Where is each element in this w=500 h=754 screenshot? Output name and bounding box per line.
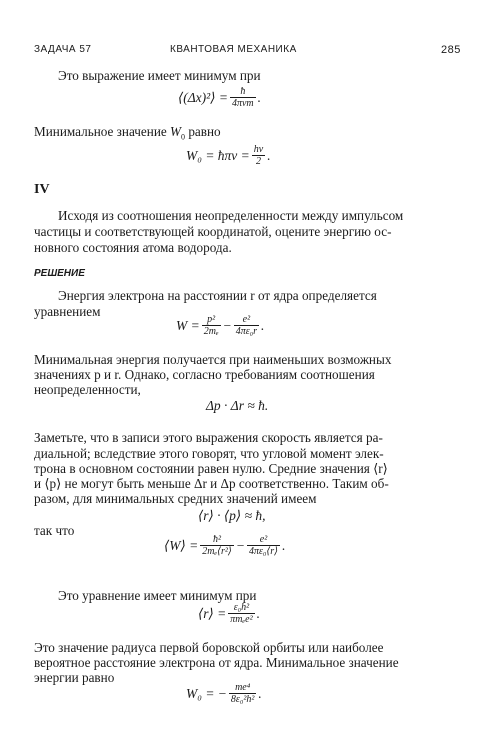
equation-8-end: . [258,685,262,701]
equation-3-fraction-2 [234,314,259,337]
page-number: 285 [441,44,461,56]
paragraph-3-line-1: Энергия электрона на расстоянии r от ядра определяется [58,288,377,303]
equation-6 [164,534,285,557]
paragraph-2-text-a: Минимальное значение [34,124,167,139]
equation-8-lhs: W₀ = − [186,685,227,701]
equation-3 [176,314,264,337]
task-line-2: частицы и соответствующей координатой, оцените энергию ос- [34,224,392,239]
paragraph-5-line-4: и ⟨p⟩ не могут быть меньше Δr и Δp соответственно. Таким об- [34,476,389,491]
equation-7-lhs: ⟨r⟩ = [198,605,227,621]
equation-7-fraction [228,602,254,625]
paragraph-2-text-b: равно [188,124,221,139]
equation-1-lhs: ⟨(Δx)²⟩ = [178,89,228,105]
equation-3-denominator-2: 4πε₀r [235,326,258,337]
running-head-left: ЗАДАЧА 57 [34,44,92,55]
so-that-text: так что [34,523,75,538]
paragraph-4-line-1: Минимальная энергия получается при наименьших возможных [34,352,392,367]
equation-3-numerator-1: p² [202,314,221,326]
equation-5: ⟨r⟩ · ⟨p⟩ ≈ ħ, [198,508,266,523]
section-number: IV [34,182,50,197]
equation-3-minus: − [222,317,232,333]
task-line-1: Исходя из соотношения неопределенности между импульсом [58,208,404,223]
equation-6-lhs: ⟨W⟩ = [164,537,199,553]
equation-2-numerator: hν [253,144,264,155]
equation-1-numerator: ħ [230,86,256,98]
equation-6-numerator-1: ħ² [200,534,234,546]
paragraph-5-line-2: диальной; вследствие этого говорят, что угловой момент элек- [34,446,384,461]
equation-7-numerator: ε₀h² [228,602,254,614]
equation-3-fraction-1 [202,314,221,337]
task-line-3: новного состояния атома водорода. [34,240,232,255]
paragraph-4-line-3: неопределенности, [34,382,141,397]
equation-2-fraction [252,144,265,167]
equation-4: Δp · Δr ≈ ħ. [206,398,269,413]
equation-3-numerator-2: e² [234,314,259,326]
equation-6-fraction-1 [200,534,234,557]
paragraph-2 [34,124,221,145]
equation-1-denominator: 4πνm [231,98,254,109]
paragraph-5-line-3: трона в основном состоянии равен нулю. Средние значения ⟨r⟩ [34,461,388,476]
equation-2-end: . [267,147,271,163]
equation-6-end: . [282,537,286,553]
equation-6-numerator-2: e² [247,534,280,546]
equation-3-lhs: W = [176,317,200,333]
equation-7-denominator: πmₑe² [230,614,253,625]
paragraph-4-line-2: значениях p и r. Однако, согласно требованиям соотношения [34,367,375,382]
equation-6-denominator-2: 4πε₀⟨r⟩ [248,546,279,557]
paragraph-5-line-5: разом, для минимальных средних значений имеем [34,491,317,506]
equation-7-end: . [256,605,260,621]
equation-2-lhs: W₀ = ħπν = [186,147,250,163]
equation-6-denominator-1: 2mₑ⟨r²⟩ [202,546,232,557]
paragraph-7-line-3: энергии равно [34,670,115,685]
paragraph-7-line-1: Это значение радиуса первой боровской орбиты или наиболее [34,640,384,655]
equation-8 [186,682,262,705]
equation-3-end: . [261,317,265,333]
equation-3-denominator-1: 2mₑ [203,326,219,337]
paragraph-5-line-1: Заметьте, что в записи этого выражения скорость является ра- [34,430,383,445]
paragraph-2-subscript: 0 [181,132,186,142]
equation-8-numerator: me⁴ [229,682,256,694]
equation-7 [198,602,260,625]
equation-2 [186,144,271,167]
solution-heading: РЕШЕНИЕ [34,268,85,279]
paragraph-3-line-2: уравнением [34,304,101,319]
paragraph-2-variable: W [170,124,182,139]
equation-1-fraction [230,86,256,109]
paragraph-7-line-2: вероятное расстояние электрона от ядра. Минимальное значение [34,655,399,670]
equation-8-fraction [229,682,256,705]
equation-8-denominator: 8ε₀²h² [230,694,255,705]
equation-2-denominator: 2 [256,156,262,167]
equation-1 [178,86,261,109]
running-head-center: КВАНТОВАЯ МЕХАНИКА [170,44,297,55]
paragraph-1: Это выражение имеет минимум при [58,68,261,83]
equation-1-end: . [257,89,262,105]
equation-6-fraction-2 [247,534,280,557]
equation-6-minus: − [235,537,245,553]
paragraph-6: Это уравнение имеет минимум при [58,588,257,603]
